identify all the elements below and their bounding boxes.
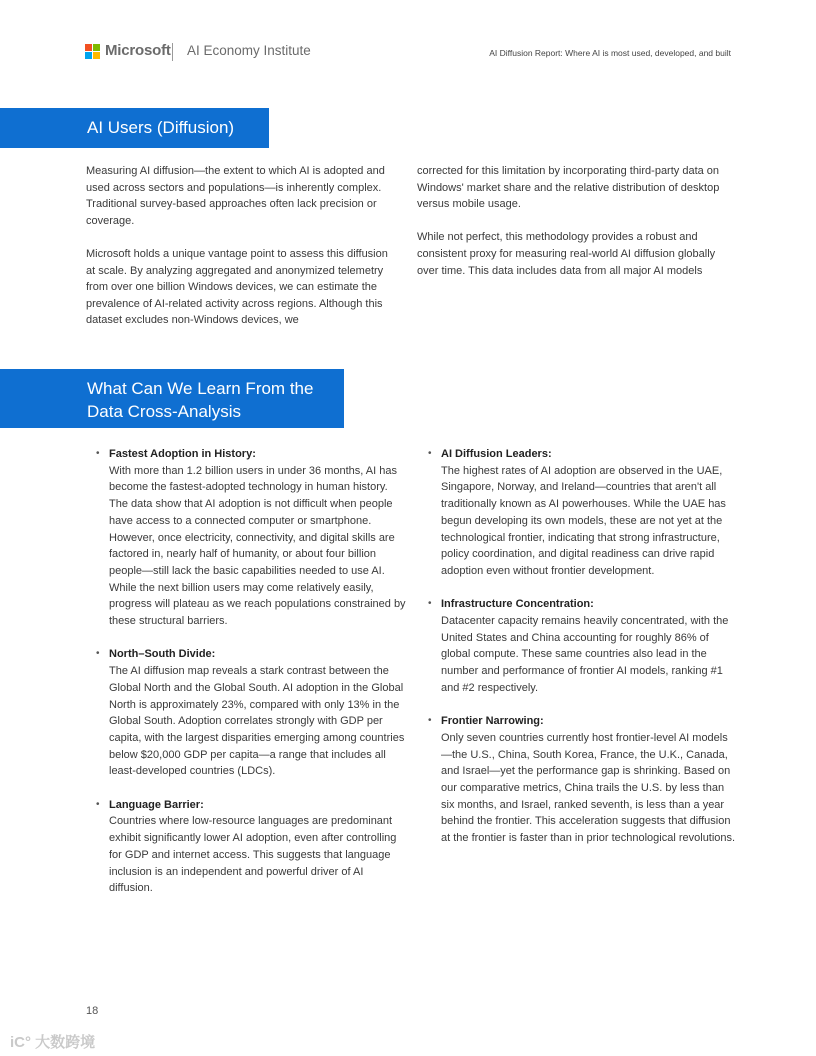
bullet-title: North–South Divide: (109, 648, 216, 661)
list-item (428, 446, 738, 580)
bullet-body: Only seven countries currently host frontier-level AI models—the U.S., China, South Korea, France, the U.K., Canada, and Israel—yet the performance gap is shrinking. Based on our comparative metrics, China trails the U.S. by less than six months, and Israel, ranked seventh, is less than a year behind the frontier. This acceleration suggests that diffusion at the frontier is faster than in prior technological revolutions. (441, 731, 736, 845)
header-divider (172, 43, 173, 61)
paragraph: While not perfect, this methodology provides a robust and consistent proxy for measuring real-world AI diffusion globally over time. This data includes data from all major AI models (417, 231, 716, 277)
page-number: 18 (86, 1005, 99, 1017)
bullet-icon: • (96, 798, 100, 810)
bullet-title: Fastest Adoption in History: (109, 448, 256, 460)
users-left-column (86, 163, 398, 346)
bullet-body: The AI diffusion map reveals a stark contrast between the Global North and the Global South. AI adoption in the Global North is approximately 23%, compared with only 13% in the Global South. Adoption correlates strongly with GDP per capita, with the largest disparities emerging among countries below $20,000 GDP per capita—a range that includes all least-developed countries (LDCs). (109, 665, 405, 778)
bullet-title: AI Diffusion Leaders: (441, 448, 552, 460)
bullet-icon: • (96, 448, 100, 459)
bullet-icon: • (96, 648, 100, 660)
report-title: AI Diffusion Report: Where AI is most used, developed, and built (489, 48, 731, 58)
bullet-body: Datacenter capacity remains heavily concentrated, with the United States and China accounting for roughly 86% of global compute. These same countries also lead in the number and performance of frontier AI models, ranking #1 and #2 respectively. (441, 615, 729, 694)
bullet-body: With more than 1.2 billion users in under 36 months, AI has become the fastest-adopted technology in human history. The data show that AI adoption is not difficult when people have access to a connected computer or smartphone. However, once electricity, connectivity, and digital skills are factored in, nearly half of humanity, or about four billion people—still lack the basic capabilities needed to use AI. While the next billion users may come relatively easily, progress will plateau as we reach populations constrained by these structural barriers. (109, 464, 406, 628)
bullet-icon: • (428, 448, 432, 459)
page-header (85, 42, 731, 64)
bullet-icon: • (428, 715, 432, 727)
bullet-title: Frontier Narrowing: (441, 715, 544, 728)
list-item (96, 646, 406, 780)
section-title-users: AI Users (Diffusion) (87, 118, 235, 137)
section-title-bar-users (0, 108, 269, 148)
microsoft-logo-icon (85, 44, 101, 60)
section-title-bar-learn (0, 369, 344, 428)
bullet-title: Infrastructure Concentration: (441, 598, 594, 611)
bullet-title: Language Barrier: (109, 798, 204, 811)
list-item (96, 797, 406, 897)
list-item (96, 446, 406, 630)
learnings-right-list (428, 446, 738, 864)
section-title-learn: What Can We Learn From the Data Cross-Analysis (87, 379, 314, 421)
paragraph: Microsoft holds a unique vantage point to assess this diffusion at scale. By analyzing aggregated and anonymized telemetry from over one billion Windows devices, we can estimate the prevalence of AI-related activity across regions. Although this dataset excludes non-Windows devices, we (86, 247, 388, 327)
paragraph: corrected for this limitation by incorporating third-party data on Windows' market share and the relative distribution of desktop versus mobile usage. (417, 165, 720, 211)
bullet-icon: • (428, 598, 432, 610)
bullet-body: The highest rates of AI adoption are observed in the UAE, Singapore, Norway, and Ireland—countries that aren't all traditionally known as AI powerhouses. While the UAE has begun developing its own models, these are not yet at the technological frontier, indicating that strong infrastructure, policy coordination, and digital readiness can drive rapid adoption even without frontier development. (441, 464, 726, 577)
watermark: iC° 大数跨境 (10, 1034, 96, 1051)
paragraph: Measuring AI diffusion—the extent to which AI is adopted and used across sectors and populations—is inherently complex. Traditional survey-based approaches often lack precision or coverage. (86, 165, 385, 227)
learnings-left-list (96, 446, 406, 914)
users-right-column (417, 163, 735, 296)
list-item (428, 596, 738, 696)
brand-name: Microsoft (105, 42, 171, 59)
bullet-body: Countries where low-resource languages are predominant exhibit significantly lower AI adoption, even after controlling for GDP and internet access. This suggests that language inclusion is an independent and powerful driver of AI diffusion. (109, 815, 397, 895)
list-item (428, 713, 738, 847)
institute-name: AI Economy Institute (187, 43, 311, 58)
